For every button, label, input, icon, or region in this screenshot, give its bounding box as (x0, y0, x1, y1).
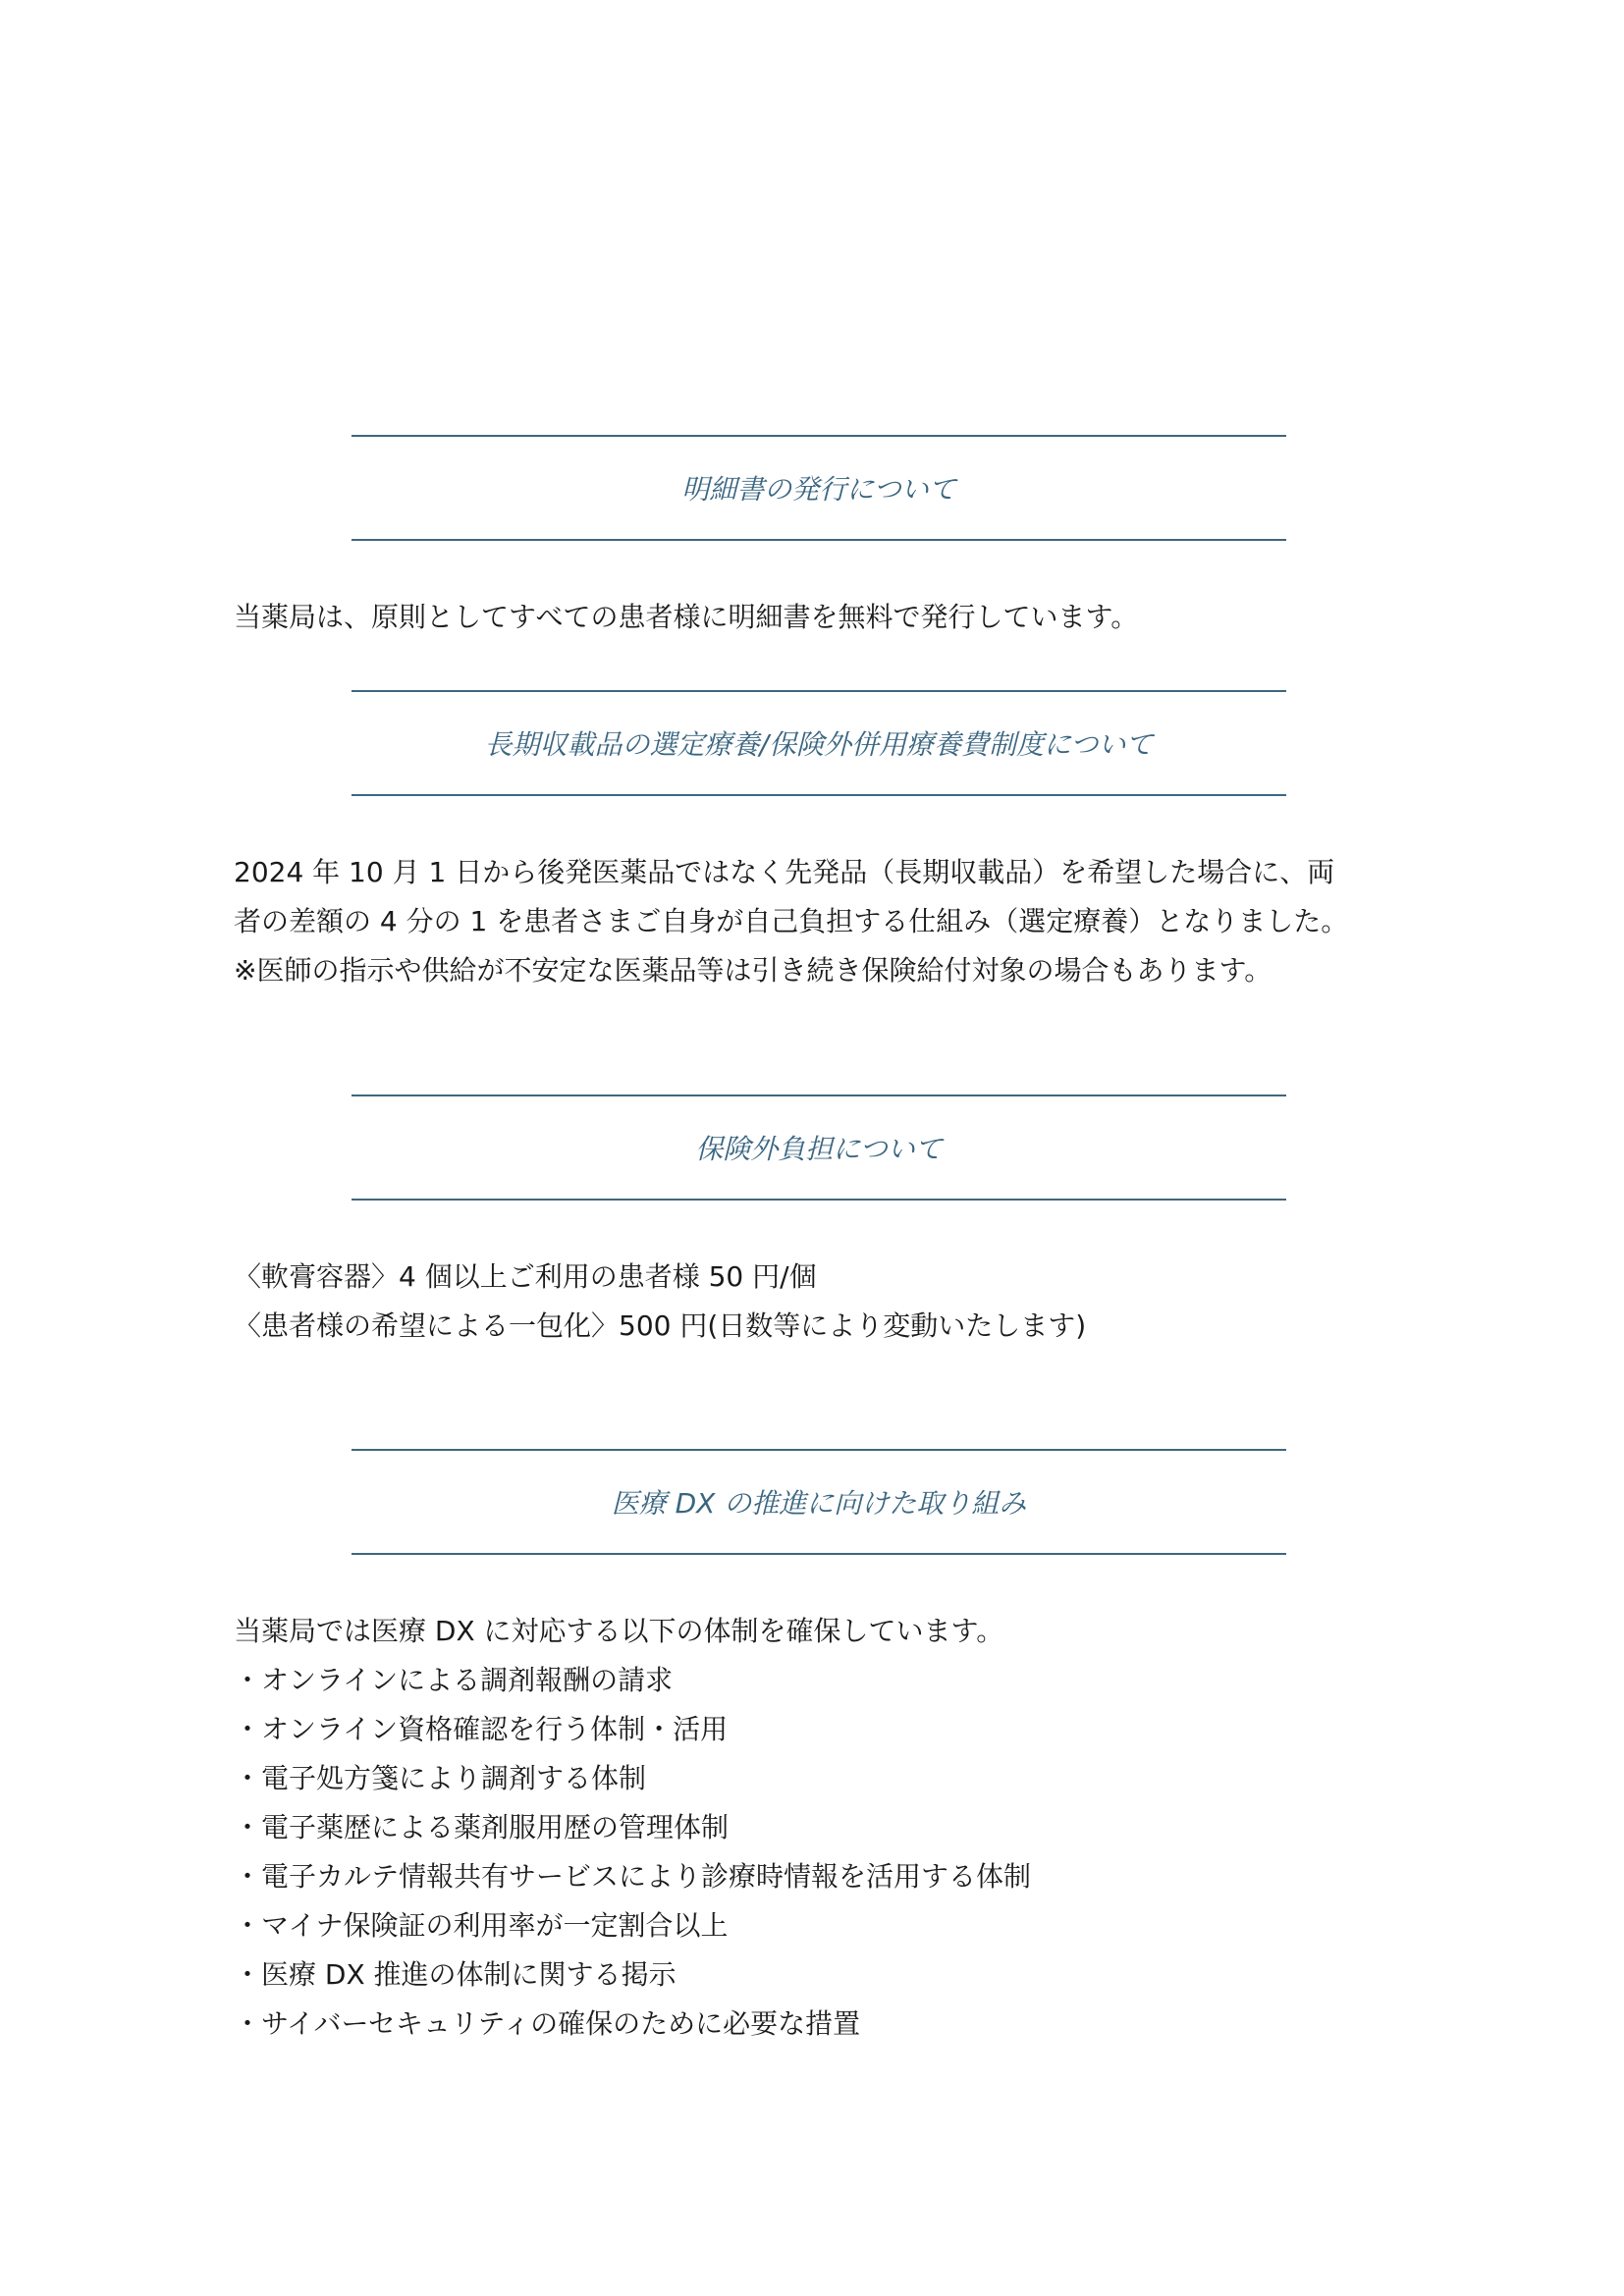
section-body-out-of-pocket (234, 1253, 1392, 1351)
body-text: ※医師の指示や供給が不安定な医薬品等は引き続き保険給付対象の場合もあります。 (234, 954, 1272, 987)
section-title: 明細書の発行について (681, 473, 956, 506)
body-text: 〈患者様の希望による一包化〉500 円(日数等により変動いたします) (234, 1309, 1087, 1342)
section-body-medical-dx (234, 1607, 1392, 2049)
heading-rule-bottom (352, 794, 1286, 796)
section-title: 医療 DX の推進に向けた取り組み (611, 1487, 1027, 1520)
heading-rule-top (352, 435, 1286, 437)
heading-rule-top (352, 1095, 1286, 1096)
heading-rule-bottom (352, 1553, 1286, 1555)
list-item: ・オンラインによる調剤報酬の請求 (234, 1664, 674, 1696)
body-text: 者の差額の 4 分の 1 を患者さまご自身が自己負担する仕組み（選定療養）となりました。 (234, 905, 1349, 937)
section-body-long-listed-drugs (234, 848, 1392, 995)
list-item: ・マイナ保険証の利用率が一定割合以上 (234, 1909, 729, 1942)
list-item: ・医療 DX 推進の体制に関する掲示 (234, 1958, 677, 1991)
list-item: ・電子処方箋により調剤する体制 (234, 1762, 647, 1794)
list-item: ・オンライン資格確認を行う体制・活用 (234, 1713, 729, 1745)
body-text: 〈軟膏容器〉4 個以上ご利用の患者様 50 円/個 (234, 1260, 817, 1293)
body-text: 当薬局は、原則としてすべての患者様に明細書を無料で発行しています。 (234, 601, 1139, 633)
section-body-statement-issuance (234, 593, 1392, 642)
heading-rule-top (352, 690, 1286, 692)
body-text: 2024 年 10 月 1 日から後発医薬品ではなく先発品（長期収載品）を希望した場合に、両 (234, 856, 1335, 888)
heading-rule-bottom (352, 1199, 1286, 1201)
section-title: 長期収載品の選定療養/保険外併用療養費制度について (484, 728, 1154, 761)
list-item: ・電子カルテ情報共有サービスにより診療時情報を活用する体制 (234, 1860, 1032, 1893)
section-title: 保険外負担について (695, 1133, 943, 1165)
heading-rule-bottom (352, 539, 1286, 541)
body-text: 当薬局では医療 DX に対応する以下の体制を確保しています。 (234, 1615, 1004, 1647)
list-item: ・サイバーセキュリティの確保のために必要な措置 (234, 2007, 861, 2040)
list-item: ・電子薬歴による薬剤服用歴の管理体制 (234, 1811, 730, 1843)
heading-rule-top (352, 1449, 1286, 1451)
